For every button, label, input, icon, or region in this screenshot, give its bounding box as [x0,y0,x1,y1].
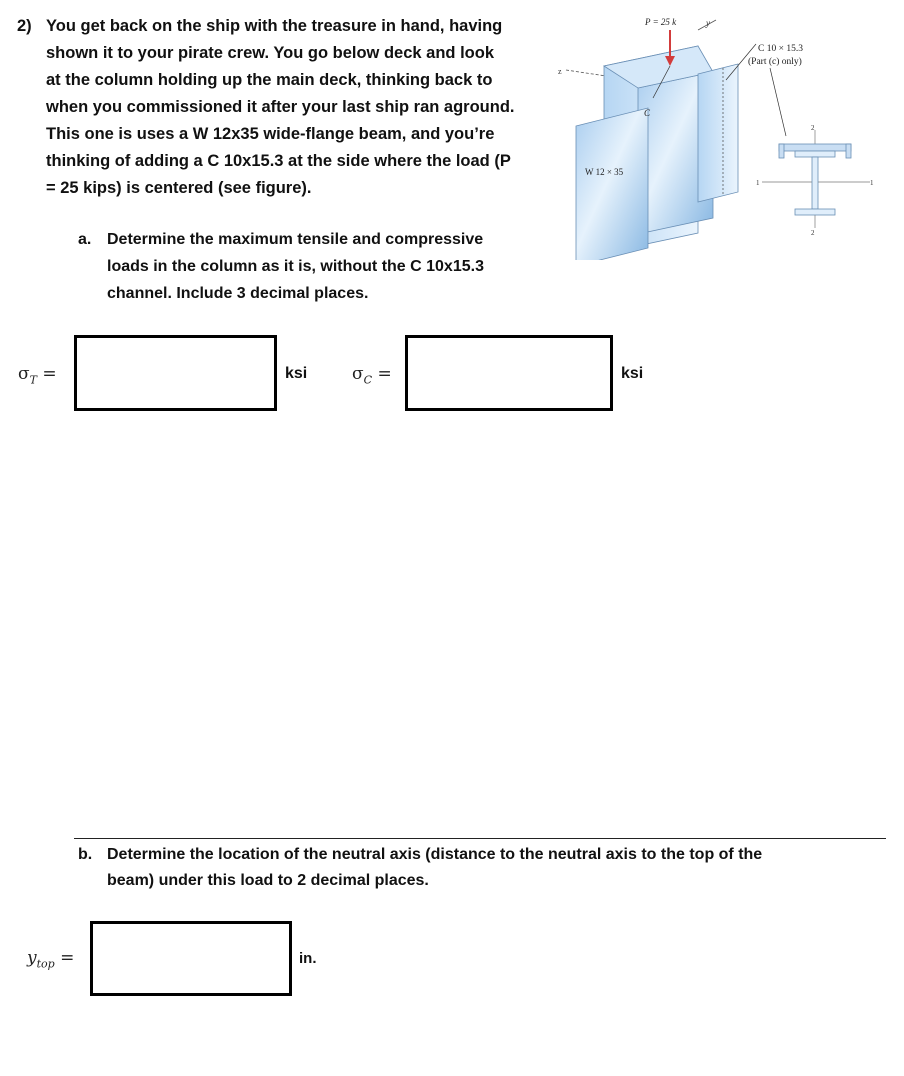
point-c-label: C [644,108,651,118]
y-top-unit: in. [299,950,317,967]
question-text-line: at the column holding up the main deck, thinking back to [46,71,493,89]
sigma-t-symbol: σ [18,364,30,384]
channel-note: (Part (c) only) [748,57,802,67]
axis-1-right-label: 1 [870,179,874,187]
question-text-line: You get back on the ship with the treasure in hand, having [46,17,503,35]
channel-section [698,64,738,202]
part-a-text-line: loads in the column as it is, without the C 10x15.3 [107,258,484,275]
channel-flange-left [779,144,784,158]
beam-label: W 12 × 35 [585,167,624,177]
section-divider [74,838,886,839]
part-b-text-line: Determine the location of the neutral axis (distance to the neutral axis to the top of the [107,846,763,863]
sigma-c-label [352,364,392,386]
sigma-t-subscript: T [29,373,37,387]
part-a-label: a. [78,231,92,248]
axis-2-bottom-label: 2 [811,229,815,237]
channel-label: C 10 × 15.3 [758,44,803,54]
channel-web [779,144,851,151]
sigma-c-subscript: C [363,373,373,387]
cross-section [756,124,874,237]
y-top-label [27,948,74,970]
axis-1-left-label: 1 [756,179,760,187]
sigma-c-equals: = [377,364,392,384]
part-a-text-line: Determine the maximum tensile and compressive [107,231,484,248]
question-text-line: = 25 kips) is centered (see figure). [46,179,312,197]
section-leader [770,68,786,136]
sigma-c-unit: ksi [621,365,644,382]
z-axis-label: z [558,67,562,76]
z-axis-line [566,70,606,76]
y-top-equals: = [60,948,75,968]
sigma-t-input[interactable] [74,335,277,411]
y-top-subscript: top [36,957,55,971]
sigma-t-equals: = [42,364,57,384]
column-figure [548,8,888,260]
sigma-t-unit: ksi [285,365,308,382]
part-b-label: b. [78,846,93,863]
question-number: 2) [17,17,32,35]
load-label: P = 25 k [645,17,677,27]
axis-2-top-label: 2 [811,124,815,132]
sigma-c-input[interactable] [405,335,613,411]
part-b-text-line: beam) under this load to 2 decimal places. [107,872,429,889]
i-web [812,157,818,209]
y-axis-label: y [706,18,710,28]
i-top-flange [795,151,835,157]
question-text-line: shown it to your pirate crew. You go below deck and look [46,44,495,62]
question-text-line: thinking of adding a C 10x15.3 at the side where the load (P [46,152,511,170]
i-bottom-flange [795,209,835,215]
question-text-line: when you commissioned it after your last ship ran aground. [46,98,515,116]
channel-flange-right [846,144,851,158]
sigma-t-label [18,364,57,386]
y-top-input[interactable] [90,921,292,996]
y-top-symbol: y [27,948,37,968]
part-a-text-line: channel. Include 3 decimal places. [107,285,369,302]
front-flange [576,108,648,260]
sigma-c-symbol: σ [352,364,364,384]
question-text-line: This one is uses a W 12x35 wide-flange beam, and you’re [46,125,495,143]
